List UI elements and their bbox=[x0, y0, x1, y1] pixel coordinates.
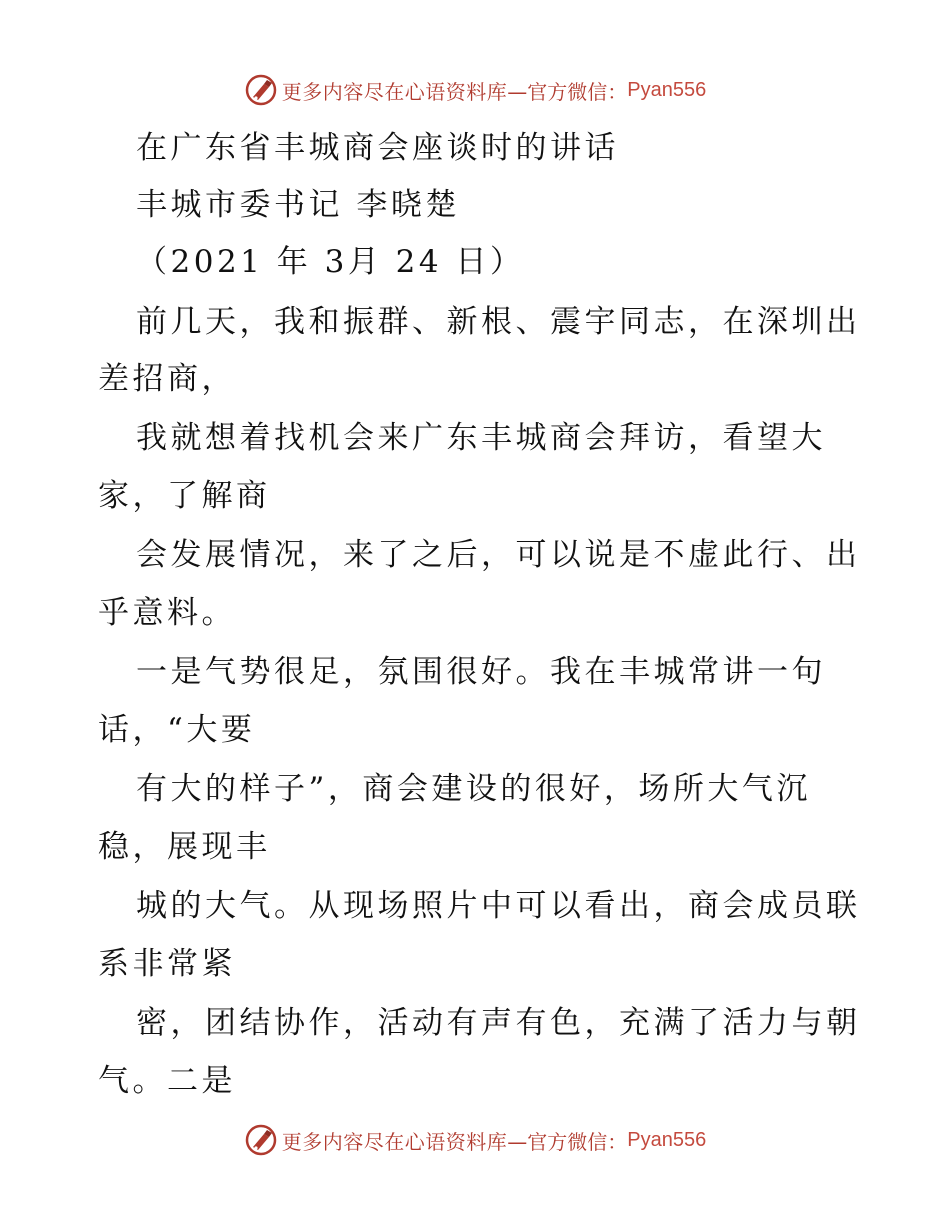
paragraph-line: 家，了解商 bbox=[98, 478, 271, 514]
paragraph-line: 气。二是 bbox=[98, 1063, 236, 1099]
paragraph-line: 会发展情况，来了之后，可以说是不虚此行、出 bbox=[136, 537, 861, 573]
document-author: 丰城市委书记 李晓楚 bbox=[136, 187, 460, 223]
paragraph-line: 前几天，我和振群、新根、震宇同志，在深圳出 bbox=[136, 304, 861, 340]
paragraph-line: 稳，展现丰 bbox=[98, 829, 271, 865]
paragraph-line: 密，团结协作，活动有声有色，充满了活力与朝 bbox=[136, 1005, 861, 1041]
watermark-text: 更多内容尽在心语资料库 bbox=[281, 1129, 508, 1154]
paragraph-line: 城的大气。从现场照片中可以看出，商会成员联 bbox=[136, 888, 861, 924]
paragraph-line: 话，“大要 bbox=[98, 712, 256, 748]
paragraph-line: 乎意料。 bbox=[98, 595, 236, 631]
footer-watermark bbox=[0, 1118, 950, 1162]
pen-nib-logo-icon bbox=[244, 1123, 278, 1157]
document-date: （2021 年 3月 24 日） bbox=[136, 244, 525, 280]
watermark-separator: —官方微信： bbox=[507, 79, 628, 104]
watermark-separator: —官方微信： bbox=[507, 1129, 628, 1154]
paragraph-line: 一是气势很足，氛围很好。我在丰城常讲一句 bbox=[136, 654, 826, 690]
paragraph-line: 差招商， bbox=[98, 361, 236, 397]
watermark-wechat-id: Pyan556 bbox=[627, 78, 707, 101]
paragraph-line: 系非常紧 bbox=[98, 946, 236, 982]
paragraph-line: 我就想着找机会来广东丰城商会拜访，看望大 bbox=[136, 420, 826, 456]
header-watermark bbox=[0, 68, 950, 112]
paragraph-line: 有大的样子”，商会建设的很好，场所大气沉 bbox=[136, 771, 811, 807]
document-title: 在广东省丰城商会座谈时的讲话 bbox=[136, 130, 619, 166]
watermark-text: 更多内容尽在心语资料库 bbox=[281, 79, 508, 104]
watermark-wechat-id: Pyan556 bbox=[627, 1128, 707, 1151]
pen-nib-logo-icon bbox=[244, 73, 278, 107]
